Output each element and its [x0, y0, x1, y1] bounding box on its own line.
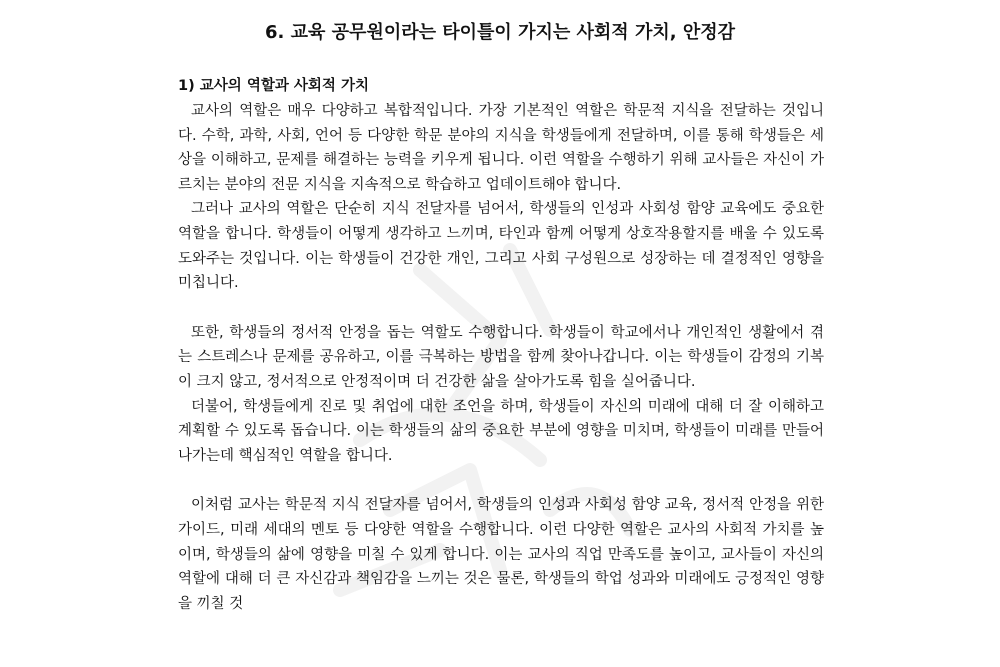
paragraph-5: 이처럼 교사는 학문적 지식 전달자를 넘어서, 학생들의 인성과 사회성 함양 교육, 정서적 안정을 위한 가이드, 미래 세대의 멘토 등 다양한 역할을 수행합니다. 이런 다양한 역할은 교사의 사회적 가치를 높이며, 학생들의 삶에 영향을 미칠 수 있게 합니다. 이는 교사의 직업 만족도를 높이고, 교사들이 자신의 역할에 대해 더 큰 자신감과 책임감을 느끼는 것은 물론, 학생들의 학업 성과와 미래에도 긍정적인 영향을 끼칠 것	[178, 497, 824, 612]
section-heading: 1) 교사의 역할과 사회적 가치	[178, 78, 369, 94]
paragraph-1: 교사의 역할은 매우 다양하고 복합적입니다. 가장 기본적인 역할은 학문적 지식을 전달하는 것입니다. 수학, 과학, 사회, 언어 등 다양한 학문 분야의 지식을 학생들에게 전달하며, 이를 통해 학생들은 세상을 이해하고, 문제를 해결하는 능력을 키우게 됩니다. 이런 역할을 수행하기 위해 교사들은 자신이 가르치는 분야의 전문 지식을 지속적으로 학습하고 업데이트해야 합니다.	[178, 103, 824, 193]
paragraph-2: 그러나 교사의 역할은 단순히 지식 전달자를 넘어서, 학생들의 인성과 사회성 함양 교육에도 중요한 역할을 합니다. 학생들이 어떻게 생각하고 느끼며, 타인과 함께 어떻게 상호작용할지를 배울 수 있도록 도와주는 것입니다. 이는 학생들이 건강한 개인, 그리고 사회 구성원으로 성장하는 데 결정적인 영향을 미칩니다.	[178, 201, 824, 292]
paragraph-3: 또한, 학생들의 정서적 안정을 돕는 역할도 수행합니다. 학생들이 학교에서나 개인적인 생활에서 겪는 스트레스나 문제를 공유하고, 이를 극복하는 방법을 함께 찾아나갑니다. 이는 학생들이 감정의 기복이 크지 않고, 정서적으로 안정적이며 더 건강한 삶을 살아가도록 힘을 실어줍니다.	[178, 324, 824, 390]
paragraph-4: 더불어, 학생들에게 진로 및 취업에 대한 조언을 하며, 학생들이 자신의 미래에 대해 더 잘 이해하고 계획할 수 있도록 돕습니다. 이는 학생들의 삶의 중요한 부분에 영향을 미치며, 학생들이 미래를 만들어 나가는데 핵심적인 역할을 합니다.	[178, 398, 824, 464]
page-title: 6. 교육 공무원이라는 타이틀이 가지는 사회적 가치, 안정감	[265, 22, 735, 43]
document-body	[178, 74, 824, 616]
